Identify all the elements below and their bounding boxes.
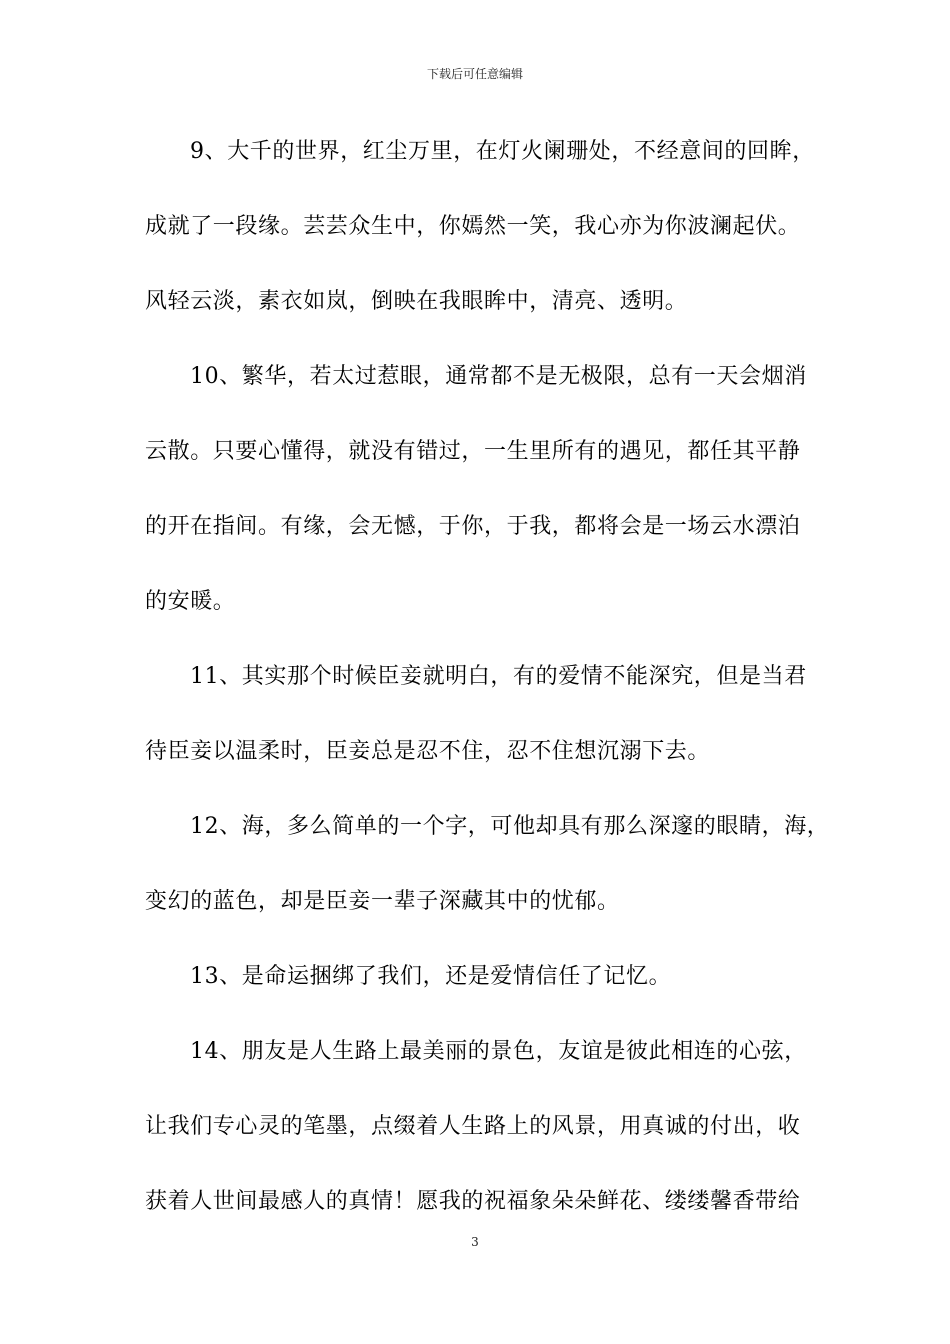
page-number: 3: [471, 1235, 479, 1249]
paragraph-14-line-2: 让我们专心灵的笔墨，点缀着人生路上的风景，用真诚的付出，收: [145, 1114, 801, 1139]
paragraph-10-line-2: 云散。只要心懂得，就没有错过，一生里所有的遇见，都任其平静: [145, 439, 801, 464]
paragraph-12-line-2: 变幻的蓝色，却是臣妾一辈子深藏其中的忧郁。: [145, 889, 620, 914]
paragraph-9-line-3: 风轻云淡，素衣如岚，倒映在我眼眸中，清亮、透明。: [145, 289, 688, 314]
paragraph-10-line-3: 的开在指间。有缘，会无憾，于你，于我，都将会是一场云水漂泊: [145, 514, 801, 539]
paragraph-14-line-1: 14、朋友是人生路上最美丽的景色，友谊是彼此相连的心弦，: [190, 1039, 807, 1064]
paragraph-9-line-1: 9、大千的世界，红尘万里，在灯火阑珊处，不经意间的回眸，: [190, 139, 815, 164]
document-body: [145, 132, 830, 1257]
paragraph-14-line-3: 获着人世间最感人的真情！愿我的祝福象朵朵鲜花、缕缕馨香带给: [145, 1189, 801, 1214]
paragraph-10-line-1: 10、繁华，若太过惹眼，通常都不是无极限，总有一天会烟消: [190, 364, 807, 389]
paragraph-11-line-2: 待臣妾以温柔时，臣妾总是忍不住，忍不住想沉溺下去。: [145, 739, 711, 764]
paragraph-12-line-1: 12、海，多么简单的一个字，可他却具有那么深邃的眼睛，海，: [190, 814, 830, 839]
paragraph-11-line-1: 11、其实那个时候臣妾就明白，有的爱情不能深究，但是当君: [190, 664, 807, 689]
paragraph-9-line-2: 成就了一段缘。芸芸众生中，你嫣然一笑，我心亦为你波澜起伏。: [145, 214, 801, 239]
paragraph-10-line-4: 的安暖。: [145, 589, 236, 614]
page-header: 下载后可任意编辑: [426, 67, 523, 81]
paragraph-13-line-1: 13、是命运捆绑了我们，还是爱情信任了记忆。: [190, 964, 672, 989]
